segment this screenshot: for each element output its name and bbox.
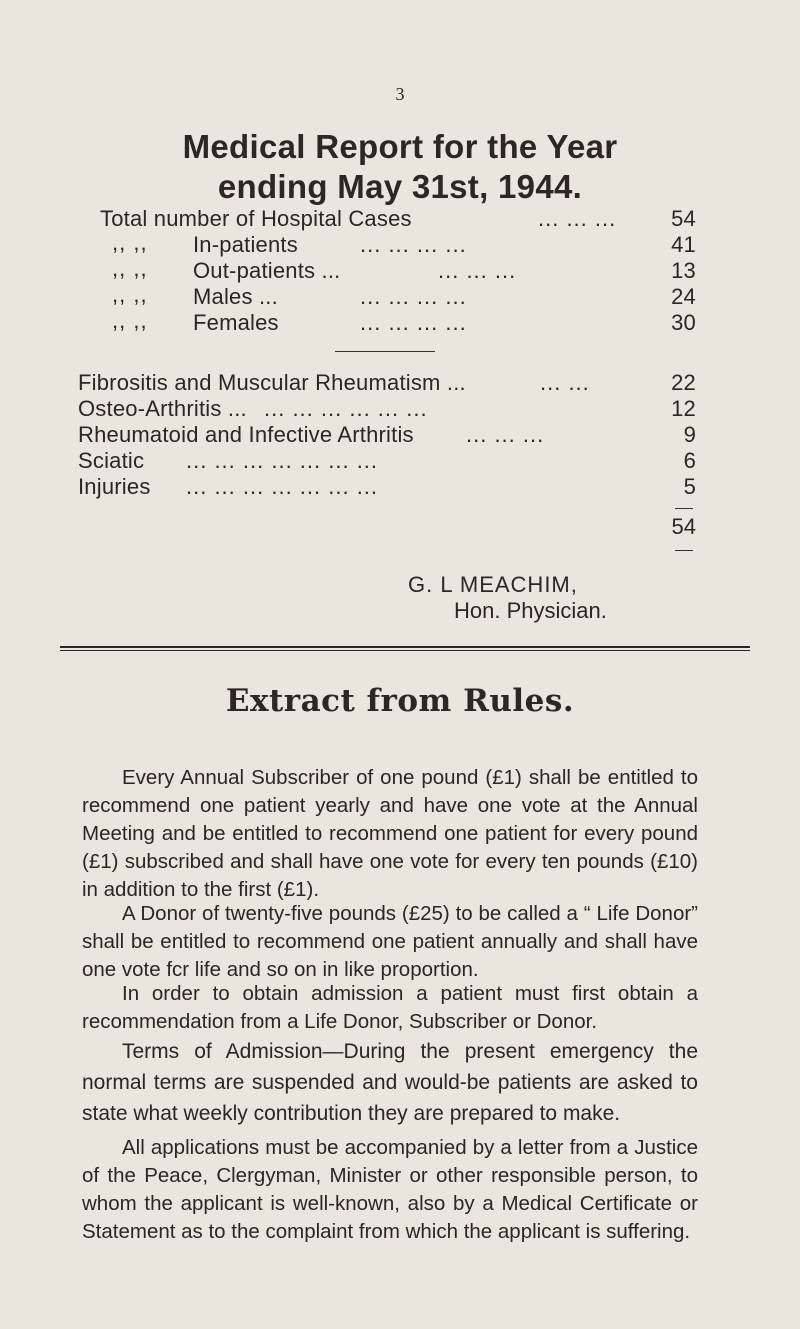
stats-value: 24 xyxy=(671,284,696,309)
page-number: 3 xyxy=(395,84,405,104)
report-title-line-2: ending May 31st, 1944. xyxy=(217,168,583,205)
ditto-marks: ,, ,, xyxy=(112,282,148,307)
stats-label: Total number of Hospital Cases xyxy=(100,206,412,231)
leader-dots: ... ... ... ... ... ... ... xyxy=(186,448,379,473)
stats-value: 54 xyxy=(671,206,696,231)
diagnosis-row xyxy=(78,422,696,448)
leader-dots: ... ... ... ... ... ... xyxy=(264,396,428,421)
signature-title: Hon. Physician. xyxy=(454,598,607,623)
stats-row-females xyxy=(100,310,696,336)
diagnosis-row xyxy=(78,474,696,500)
diagnosis-count: 9 xyxy=(683,422,696,447)
diagnosis-row xyxy=(78,370,696,396)
rules-paragraph: Terms of Admission—During the present emergency the normal terms are suspended and would-be patients are asked to state what weekly contribution they are prepared to make. xyxy=(82,1040,698,1125)
rules-paragraph: In order to obtain admission a patient must first obtain a recommendation from a Life Donor, Subscriber or Donor. xyxy=(82,982,698,1033)
ditto-marks: ,, ,, xyxy=(112,230,148,255)
leader-dots: ... ... ... ... ... ... ... xyxy=(186,474,379,499)
ditto-marks: ,, ,, xyxy=(112,256,148,281)
stats-value: 41 xyxy=(671,232,696,257)
diagnosis-count: 12 xyxy=(671,396,696,421)
double-rule-lower xyxy=(60,650,750,651)
diagnosis-label: Fibrositis and Muscular Rheumatism ... xyxy=(78,370,466,395)
stats-label: In-patients xyxy=(193,232,298,257)
stats-label: Males ... xyxy=(193,284,278,309)
rules-heading: Extract from Rules. xyxy=(225,683,575,719)
diagnosis-count: 6 xyxy=(683,448,696,473)
leader-dots: ... ... ... ... xyxy=(360,310,467,335)
double-rule xyxy=(60,646,750,648)
stats-label: Out-patients ... xyxy=(193,258,341,283)
leader-dots: ... ... ... ... xyxy=(360,232,467,257)
rules-paragraph: All applications must be accompanied by a letter from a Justice of the Peace, Clergyman, Minister or other responsible person, to whom the applicant is well-known, also by a Medical Certificate or Statement as to the complaint from which the applicant is suffering. xyxy=(82,1136,698,1243)
diagnoses-total: 54 xyxy=(671,514,696,539)
leader-dots: ... ... xyxy=(540,370,590,395)
stats-row-outpatients xyxy=(100,258,696,284)
diagnosis-row xyxy=(78,396,696,422)
leader-dots: ... ... ... ... xyxy=(360,284,467,309)
rules-paragraph: A Donor of twenty-five pounds (£25) to be called a “ Life Donor” shall be entitled to recommend one patient annually and shall have one vote fcr life and so on in like proportion. xyxy=(82,902,698,981)
diagnosis-count: 22 xyxy=(671,370,696,395)
stats-row-males xyxy=(100,284,696,310)
rules-paragraph: Every Annual Subscriber of one pound (£1) shall be entitled to recommend one patient yearly and have one vote at the Annual Meeting and be entitled to recommend one patient for every pound (£1) subscribed and shall have one vote for every ten pounds (£10) in addition to the first (£1). xyxy=(82,766,698,901)
diagnosis-label: Injuries xyxy=(78,474,151,499)
signature-name: G. L MEACHIM, xyxy=(408,572,578,597)
stats-row-total xyxy=(100,206,696,232)
stats-row-inpatients xyxy=(100,232,696,258)
stats-value: 30 xyxy=(671,310,696,335)
diagnosis-label: Osteo-Arthritis ... xyxy=(78,396,247,421)
total-rule-bottom xyxy=(675,550,693,551)
diagnosis-label: Sciatic xyxy=(78,448,145,473)
leader-dots: ... ... ... xyxy=(438,258,517,283)
stats-label: Females xyxy=(193,310,279,335)
stats-value: 13 xyxy=(671,258,696,283)
diagnosis-label: Rheumatoid and Infective Arthritis xyxy=(78,422,414,447)
ditto-marks: ,, ,, xyxy=(112,308,148,333)
total-rule-top xyxy=(675,508,693,509)
diagnosis-row xyxy=(78,448,696,474)
diagnosis-count: 5 xyxy=(683,474,696,499)
report-title-line-1: Medical Report for the Year xyxy=(182,128,618,165)
leader-dots: ... ... ... xyxy=(538,206,617,231)
leader-dots: ... ... ... xyxy=(466,422,545,447)
section-divider xyxy=(335,351,435,352)
